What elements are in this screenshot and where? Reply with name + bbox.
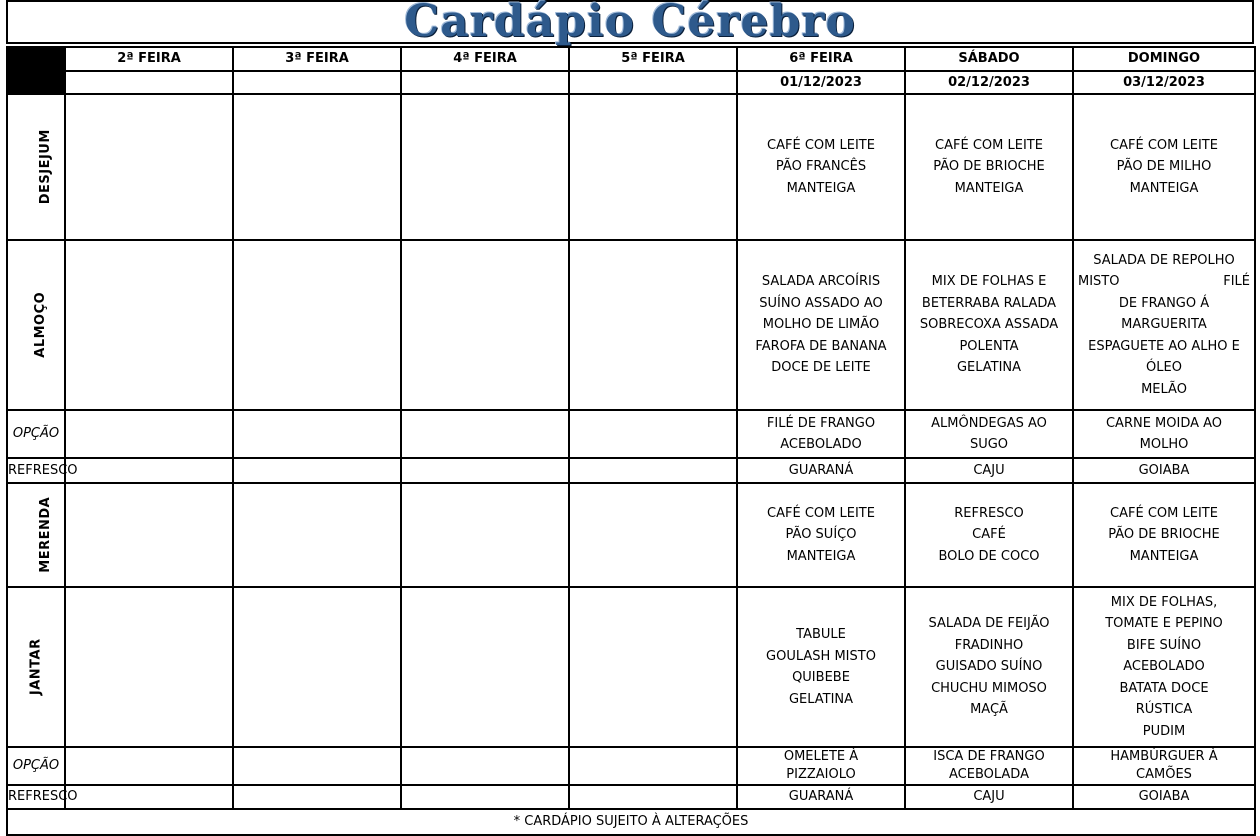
opcao-row-2 bbox=[7, 747, 1255, 785]
day-header: 4ª FEIRA bbox=[401, 47, 569, 71]
day-header: 5ª FEIRA bbox=[569, 47, 737, 71]
jantar-friday: TABULE GOULASH MISTO QUIBEBE GELATINA bbox=[737, 587, 905, 747]
refresco1-sunday: GOIABA bbox=[1073, 458, 1255, 483]
almoco-sunday: SALADA DE REPOLHO MISTO FILÉ DE FRANGO Á MARGUERITA ESPAGUETE AO ALHO E ÓLEO MELÃO bbox=[1073, 240, 1255, 410]
merenda-saturday: REFRESCO CAFÉ BOLO DE COCO bbox=[905, 483, 1073, 587]
desjejum-sunday: CAFÉ COM LEITE PÃO DE MILHO MANTEIGA bbox=[1073, 94, 1255, 240]
merenda-sunday: CAFÉ COM LEITE PÃO DE BRIOCHE MANTEIGA bbox=[1073, 483, 1255, 587]
corner-cell bbox=[7, 47, 65, 94]
opcao1-saturday: ALMÔNDEGAS AO SUGO bbox=[905, 410, 1073, 458]
meal-label-merenda: MERENDA bbox=[7, 483, 65, 587]
meal-label-refresco: REFRESCO bbox=[7, 458, 65, 483]
days-header-row bbox=[7, 47, 1255, 71]
meal-label-desjejum: DESJEJUM bbox=[7, 94, 65, 240]
opcao2-friday: OMELETE À PIZZAIOLO bbox=[737, 747, 905, 785]
merenda-friday: CAFÉ COM LEITE PÃO SUÍÇO MANTEIGA bbox=[737, 483, 905, 587]
opcao1-friday: FILÉ DE FRANGO ACEBOLADO bbox=[737, 410, 905, 458]
date-cell: 02/12/2023 bbox=[905, 71, 1073, 95]
almoco-saturday: MIX DE FOLHAS E BETERRABA RALADA SOBRECOXA ASSADA POLENTA GELATINA bbox=[905, 240, 1073, 410]
menu-table bbox=[6, 46, 1256, 836]
meal-label-jantar: JANTAR bbox=[7, 587, 65, 747]
page-title: Cardápio Cérebro bbox=[6, 0, 1254, 44]
almoco-friday: SALADA ARCOÍRIS SUÍNO ASSADO AO MOLHO DE LIMÃO FAROFA DE BANANA DOCE DE LEITE bbox=[737, 240, 905, 410]
meal-label-almoco: ALMOÇO bbox=[7, 240, 65, 410]
meal-label-refresco: REFRESCO bbox=[7, 785, 65, 809]
day-header: 6ª FEIRA bbox=[737, 47, 905, 71]
opcao-row-1 bbox=[7, 410, 1255, 458]
refresco2-friday: GUARANÁ bbox=[737, 785, 905, 809]
meal-label-opcao: OPÇÃO bbox=[7, 747, 65, 785]
day-header: DOMINGO bbox=[1073, 47, 1255, 71]
jantar-sunday: MIX DE FOLHAS, TOMATE E PEPINO BIFE SUÍNO ACEBOLADO BATATA DOCE RÚSTICA PUDIM bbox=[1073, 587, 1255, 747]
opcao2-saturday: ISCA DE FRANGO ACEBOLADA bbox=[905, 747, 1073, 785]
opcao1-sunday: CARNE MOIDA AO MOLHO bbox=[1073, 410, 1255, 458]
date-cell: 03/12/2023 bbox=[1073, 71, 1255, 95]
desjejum-row bbox=[7, 94, 1255, 240]
refresco-row-2 bbox=[7, 785, 1255, 809]
refresco-row-1 bbox=[7, 458, 1255, 483]
footer-row bbox=[7, 809, 1255, 835]
date-cell bbox=[401, 71, 569, 95]
day-header: 2ª FEIRA bbox=[65, 47, 233, 71]
dates-row bbox=[7, 71, 1255, 95]
jantar-saturday: SALADA DE FEIJÃO FRADINHO GUISADO SUÍNO CHUCHU MIMOSO MAÇÃ bbox=[905, 587, 1073, 747]
day-header: SÁBADO bbox=[905, 47, 1073, 71]
opcao2-sunday: HAMBÚRGUER À CAMÕES bbox=[1073, 747, 1255, 785]
refresco2-saturday: CAJU bbox=[905, 785, 1073, 809]
date-cell bbox=[569, 71, 737, 95]
date-cell bbox=[65, 71, 233, 95]
almoco-row bbox=[7, 240, 1255, 410]
refresco1-saturday: CAJU bbox=[905, 458, 1073, 483]
desjejum-saturday: CAFÉ COM LEITE PÃO DE BRIOCHE MANTEIGA bbox=[905, 94, 1073, 240]
date-cell: 01/12/2023 bbox=[737, 71, 905, 95]
day-header: 3ª FEIRA bbox=[233, 47, 401, 71]
refresco2-sunday: GOIABA bbox=[1073, 785, 1255, 809]
date-cell bbox=[233, 71, 401, 95]
meal-label-opcao: OPÇÃO bbox=[7, 410, 65, 458]
desjejum-friday: CAFÉ COM LEITE PÃO FRANCÊS MANTEIGA bbox=[737, 94, 905, 240]
merenda-row bbox=[7, 483, 1255, 587]
refresco1-friday: GUARANÁ bbox=[737, 458, 905, 483]
footer-note: * CARDÁPIO SUJEITO À ALTERAÇÕES bbox=[7, 809, 1255, 835]
jantar-row bbox=[7, 587, 1255, 747]
